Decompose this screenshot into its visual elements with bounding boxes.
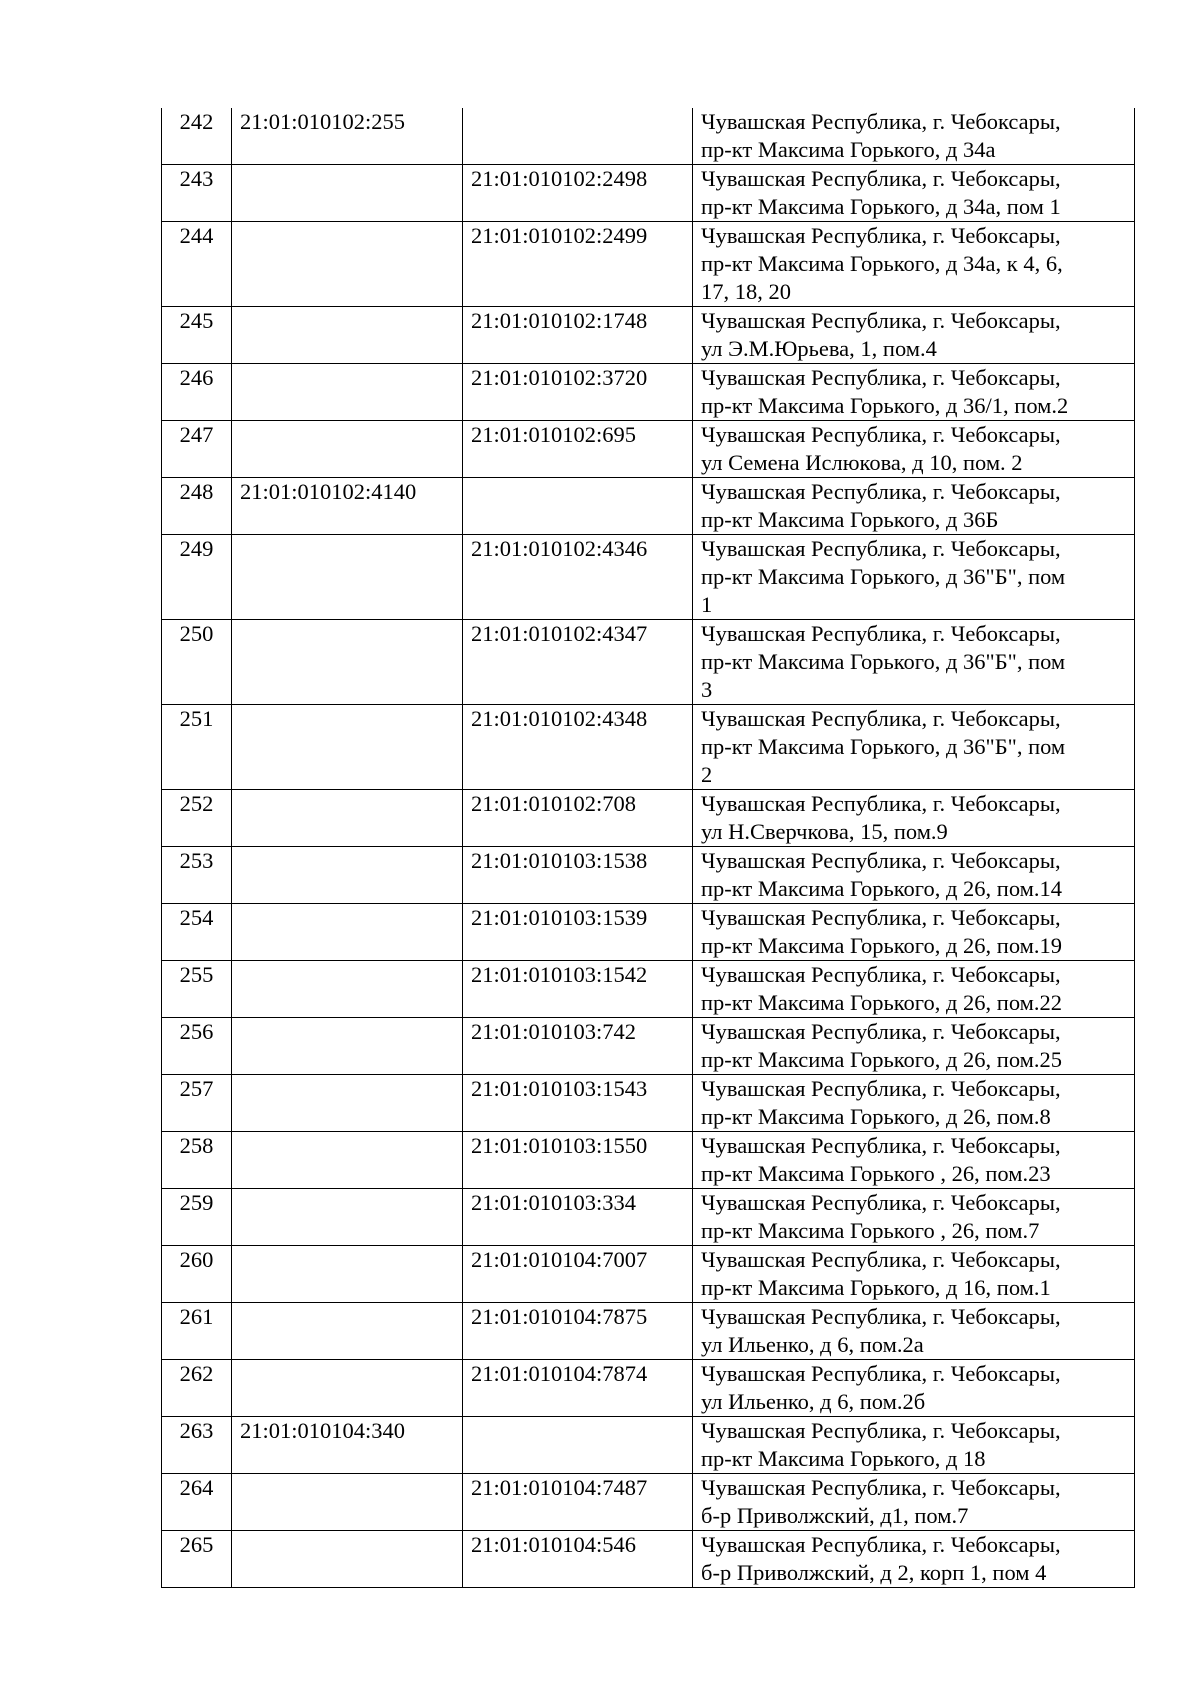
address-cell	[693, 961, 1135, 1018]
address-line: ул Ильенко, д 6, пом.2б	[701, 1389, 926, 1414]
address-line: пр-кт Максима Горького , 26, пом.7	[701, 1218, 1040, 1243]
table-row	[162, 222, 1135, 307]
address-cell	[693, 535, 1135, 620]
address-line: Чувашская Республика, г. Чебоксары,	[701, 1190, 1061, 1215]
premise-cadastral-number-cell: 21:01:010102:695	[463, 421, 693, 478]
table-row	[162, 1246, 1135, 1303]
table-row	[162, 1474, 1135, 1531]
address-line: Чувашская Республика, г. Чебоксары,	[701, 1247, 1061, 1272]
parcel-cadastral-number-cell	[232, 165, 463, 222]
address-line: 1	[701, 592, 713, 617]
parcel-cadastral-number-cell	[232, 1531, 463, 1588]
premise-cadastral-number-cell: 21:01:010104:546	[463, 1531, 693, 1588]
table-row	[162, 961, 1135, 1018]
parcel-cadastral-number-cell	[232, 1246, 463, 1303]
premise-cadastral-number-cell: 21:01:010102:2498	[463, 165, 693, 222]
premise-cadastral-number-cell: 21:01:010104:7874	[463, 1360, 693, 1417]
row-number-cell: 243	[162, 165, 232, 222]
row-number-cell: 244	[162, 222, 232, 307]
row-number-cell: 253	[162, 847, 232, 904]
parcel-cadastral-number-cell	[232, 421, 463, 478]
row-number-cell: 254	[162, 904, 232, 961]
parcel-cadastral-number-cell	[232, 904, 463, 961]
address-line: пр-кт Максима Горького, д 34а, пом 1	[701, 194, 1061, 219]
row-number-cell: 263	[162, 1417, 232, 1474]
parcel-cadastral-number-cell	[232, 961, 463, 1018]
table-row	[162, 790, 1135, 847]
address-line: ул Н.Сверчкова, 15, пом.9	[701, 819, 948, 844]
row-number-cell: 252	[162, 790, 232, 847]
row-number-cell: 248	[162, 478, 232, 535]
address-line: Чувашская Республика, г. Чебоксары,	[701, 1304, 1061, 1329]
premise-cadastral-number-cell	[463, 108, 693, 165]
address-cell	[693, 1531, 1135, 1588]
table-row	[162, 1018, 1135, 1075]
property-table	[161, 108, 1135, 1588]
table-row	[162, 307, 1135, 364]
address-cell	[693, 165, 1135, 222]
parcel-cadastral-number-cell	[232, 705, 463, 790]
address-line: Чувашская Республика, г. Чебоксары,	[701, 109, 1061, 134]
parcel-cadastral-number-cell	[232, 1474, 463, 1531]
address-cell	[693, 1018, 1135, 1075]
table-row	[162, 705, 1135, 790]
row-number-cell: 257	[162, 1075, 232, 1132]
table-row	[162, 165, 1135, 222]
parcel-cadastral-number-cell: 21:01:010102:255	[232, 108, 463, 165]
address-line: пр-кт Максима Горького, д 34а, к 4, 6,	[701, 251, 1063, 276]
premise-cadastral-number-cell: 21:01:010102:708	[463, 790, 693, 847]
address-line: Чувашская Республика, г. Чебоксары,	[701, 308, 1061, 333]
row-number-cell: 265	[162, 1531, 232, 1588]
address-line: 17, 18, 20	[701, 279, 791, 304]
address-cell	[693, 1246, 1135, 1303]
table-row	[162, 1360, 1135, 1417]
row-number-cell: 247	[162, 421, 232, 478]
parcel-cadastral-number-cell	[232, 535, 463, 620]
address-line: ул Семена Ислюкова, д 10, пом. 2	[701, 450, 1023, 475]
address-cell	[693, 1303, 1135, 1360]
address-line: Чувашская Республика, г. Чебоксары,	[701, 848, 1061, 873]
address-line: Чувашская Республика, г. Чебоксары,	[701, 479, 1061, 504]
parcel-cadastral-number-cell	[232, 1360, 463, 1417]
address-cell	[693, 1075, 1135, 1132]
row-number-cell: 262	[162, 1360, 232, 1417]
address-line: Чувашская Республика, г. Чебоксары,	[701, 422, 1061, 447]
address-cell	[693, 307, 1135, 364]
row-number-cell: 242	[162, 108, 232, 165]
table-row	[162, 1075, 1135, 1132]
address-line: Чувашская Республика, г. Чебоксары,	[701, 1532, 1061, 1557]
parcel-cadastral-number-cell	[232, 364, 463, 421]
address-line: пр-кт Максима Горького, д 36Б	[701, 507, 999, 532]
table-row	[162, 421, 1135, 478]
premise-cadastral-number-cell: 21:01:010103:1542	[463, 961, 693, 1018]
table-row	[162, 478, 1135, 535]
address-cell	[693, 1360, 1135, 1417]
premise-cadastral-number-cell: 21:01:010103:1550	[463, 1132, 693, 1189]
address-line: пр-кт Максима Горького, д 36"Б", пом	[701, 564, 1066, 589]
premise-cadastral-number-cell: 21:01:010103:334	[463, 1189, 693, 1246]
row-number-cell: 245	[162, 307, 232, 364]
address-cell	[693, 222, 1135, 307]
address-line: Чувашская Республика, г. Чебоксары,	[701, 905, 1061, 930]
address-line: Чувашская Республика, г. Чебоксары,	[701, 536, 1061, 561]
parcel-cadastral-number-cell	[232, 790, 463, 847]
premise-cadastral-number-cell: 21:01:010104:7875	[463, 1303, 693, 1360]
address-line: Чувашская Республика, г. Чебоксары,	[701, 223, 1061, 248]
address-line: Чувашская Республика, г. Чебоксары,	[701, 166, 1061, 191]
parcel-cadastral-number-cell	[232, 1018, 463, 1075]
row-number-cell: 259	[162, 1189, 232, 1246]
premise-cadastral-number-cell: 21:01:010103:1538	[463, 847, 693, 904]
premise-cadastral-number-cell: 21:01:010102:1748	[463, 307, 693, 364]
table-row	[162, 620, 1135, 705]
premise-cadastral-number-cell	[463, 478, 693, 535]
property-table-body	[162, 108, 1135, 1588]
address-line: Чувашская Республика, г. Чебоксары,	[701, 1019, 1061, 1044]
address-line: Чувашская Республика, г. Чебоксары,	[701, 1361, 1061, 1386]
address-line: Чувашская Республика, г. Чебоксары,	[701, 706, 1061, 731]
address-cell	[693, 1474, 1135, 1531]
address-line: пр-кт Максима Горького, д 36"Б", пом	[701, 649, 1066, 674]
address-line: ул Э.М.Юрьева, 1, пом.4	[701, 336, 937, 361]
table-row	[162, 364, 1135, 421]
address-cell	[693, 904, 1135, 961]
address-cell	[693, 1417, 1135, 1474]
address-line: Чувашская Республика, г. Чебоксары,	[701, 365, 1061, 390]
address-line: 3	[701, 677, 713, 702]
address-cell	[693, 620, 1135, 705]
address-cell	[693, 1132, 1135, 1189]
premise-cadastral-number-cell: 21:01:010104:7007	[463, 1246, 693, 1303]
premise-cadastral-number-cell: 21:01:010103:742	[463, 1018, 693, 1075]
table-row	[162, 904, 1135, 961]
row-number-cell: 251	[162, 705, 232, 790]
parcel-cadastral-number-cell	[232, 1132, 463, 1189]
address-cell	[693, 478, 1135, 535]
address-cell	[693, 705, 1135, 790]
premise-cadastral-number-cell: 21:01:010103:1543	[463, 1075, 693, 1132]
row-number-cell: 256	[162, 1018, 232, 1075]
address-line: 2	[701, 762, 713, 787]
address-line: пр-кт Максима Горького, д 26, пом.19	[701, 933, 1063, 958]
row-number-cell: 258	[162, 1132, 232, 1189]
row-number-cell: 264	[162, 1474, 232, 1531]
table-row	[162, 1132, 1135, 1189]
address-line: Чувашская Республика, г. Чебоксары,	[701, 962, 1061, 987]
parcel-cadastral-number-cell	[232, 847, 463, 904]
address-line: Чувашская Республика, г. Чебоксары,	[701, 791, 1061, 816]
premise-cadastral-number-cell: 21:01:010102:4347	[463, 620, 693, 705]
address-line: пр-кт Максима Горького, д 26, пом.14	[701, 876, 1063, 901]
address-cell	[693, 790, 1135, 847]
address-cell	[693, 847, 1135, 904]
parcel-cadastral-number-cell	[232, 1303, 463, 1360]
address-line: ул Ильенко, д 6, пом.2а	[701, 1332, 924, 1357]
address-line: пр-кт Максима Горького, д 36/1, пом.2	[701, 393, 1069, 418]
address-line: пр-кт Максима Горького, д 26, пом.22	[701, 990, 1063, 1015]
parcel-cadastral-number-cell	[232, 1075, 463, 1132]
address-cell	[693, 364, 1135, 421]
premise-cadastral-number-cell	[463, 1417, 693, 1474]
table-row	[162, 535, 1135, 620]
parcel-cadastral-number-cell: 21:01:010104:340	[232, 1417, 463, 1474]
address-line: Чувашская Республика, г. Чебоксары,	[701, 1076, 1061, 1101]
table-row	[162, 1189, 1135, 1246]
address-line: Чувашская Республика, г. Чебоксары,	[701, 1418, 1061, 1443]
table-row	[162, 1303, 1135, 1360]
address-line: пр-кт Максима Горького, д 36"Б", пом	[701, 734, 1066, 759]
table-row	[162, 108, 1135, 165]
row-number-cell: 249	[162, 535, 232, 620]
address-line: пр-кт Максима Горького, д 26, пом.25	[701, 1047, 1063, 1072]
premise-cadastral-number-cell: 21:01:010102:3720	[463, 364, 693, 421]
address-cell	[693, 108, 1135, 165]
parcel-cadastral-number-cell	[232, 307, 463, 364]
address-line: Чувашская Республика, г. Чебоксары,	[701, 1475, 1061, 1500]
address-line: пр-кт Максима Горького, д 34а	[701, 137, 996, 162]
premise-cadastral-number-cell: 21:01:010102:2499	[463, 222, 693, 307]
address-cell	[693, 421, 1135, 478]
table-row	[162, 847, 1135, 904]
row-number-cell: 250	[162, 620, 232, 705]
address-line: б-р Приволжский, д1, пом.7	[701, 1503, 969, 1528]
premise-cadastral-number-cell: 21:01:010104:7487	[463, 1474, 693, 1531]
premise-cadastral-number-cell: 21:01:010103:1539	[463, 904, 693, 961]
parcel-cadastral-number-cell	[232, 1189, 463, 1246]
address-line: Чувашская Республика, г. Чебоксары,	[701, 621, 1061, 646]
row-number-cell: 246	[162, 364, 232, 421]
parcel-cadastral-number-cell	[232, 222, 463, 307]
address-line: пр-кт Максима Горького , 26, пом.23	[701, 1161, 1051, 1186]
address-cell	[693, 1189, 1135, 1246]
row-number-cell: 255	[162, 961, 232, 1018]
parcel-cadastral-number-cell	[232, 620, 463, 705]
address-line: б-р Приволжский, д 2, корп 1, пом 4	[701, 1560, 1047, 1585]
premise-cadastral-number-cell: 21:01:010102:4348	[463, 705, 693, 790]
row-number-cell: 261	[162, 1303, 232, 1360]
address-line: пр-кт Максима Горького, д 26, пом.8	[701, 1104, 1051, 1129]
table-row	[162, 1531, 1135, 1588]
address-line: Чувашская Республика, г. Чебоксары,	[701, 1133, 1061, 1158]
premise-cadastral-number-cell: 21:01:010102:4346	[463, 535, 693, 620]
parcel-cadastral-number-cell: 21:01:010102:4140	[232, 478, 463, 535]
row-number-cell: 260	[162, 1246, 232, 1303]
table-row	[162, 1417, 1135, 1474]
address-line: пр-кт Максима Горького, д 16, пом.1	[701, 1275, 1051, 1300]
address-line: пр-кт Максима Горького, д 18	[701, 1446, 986, 1471]
